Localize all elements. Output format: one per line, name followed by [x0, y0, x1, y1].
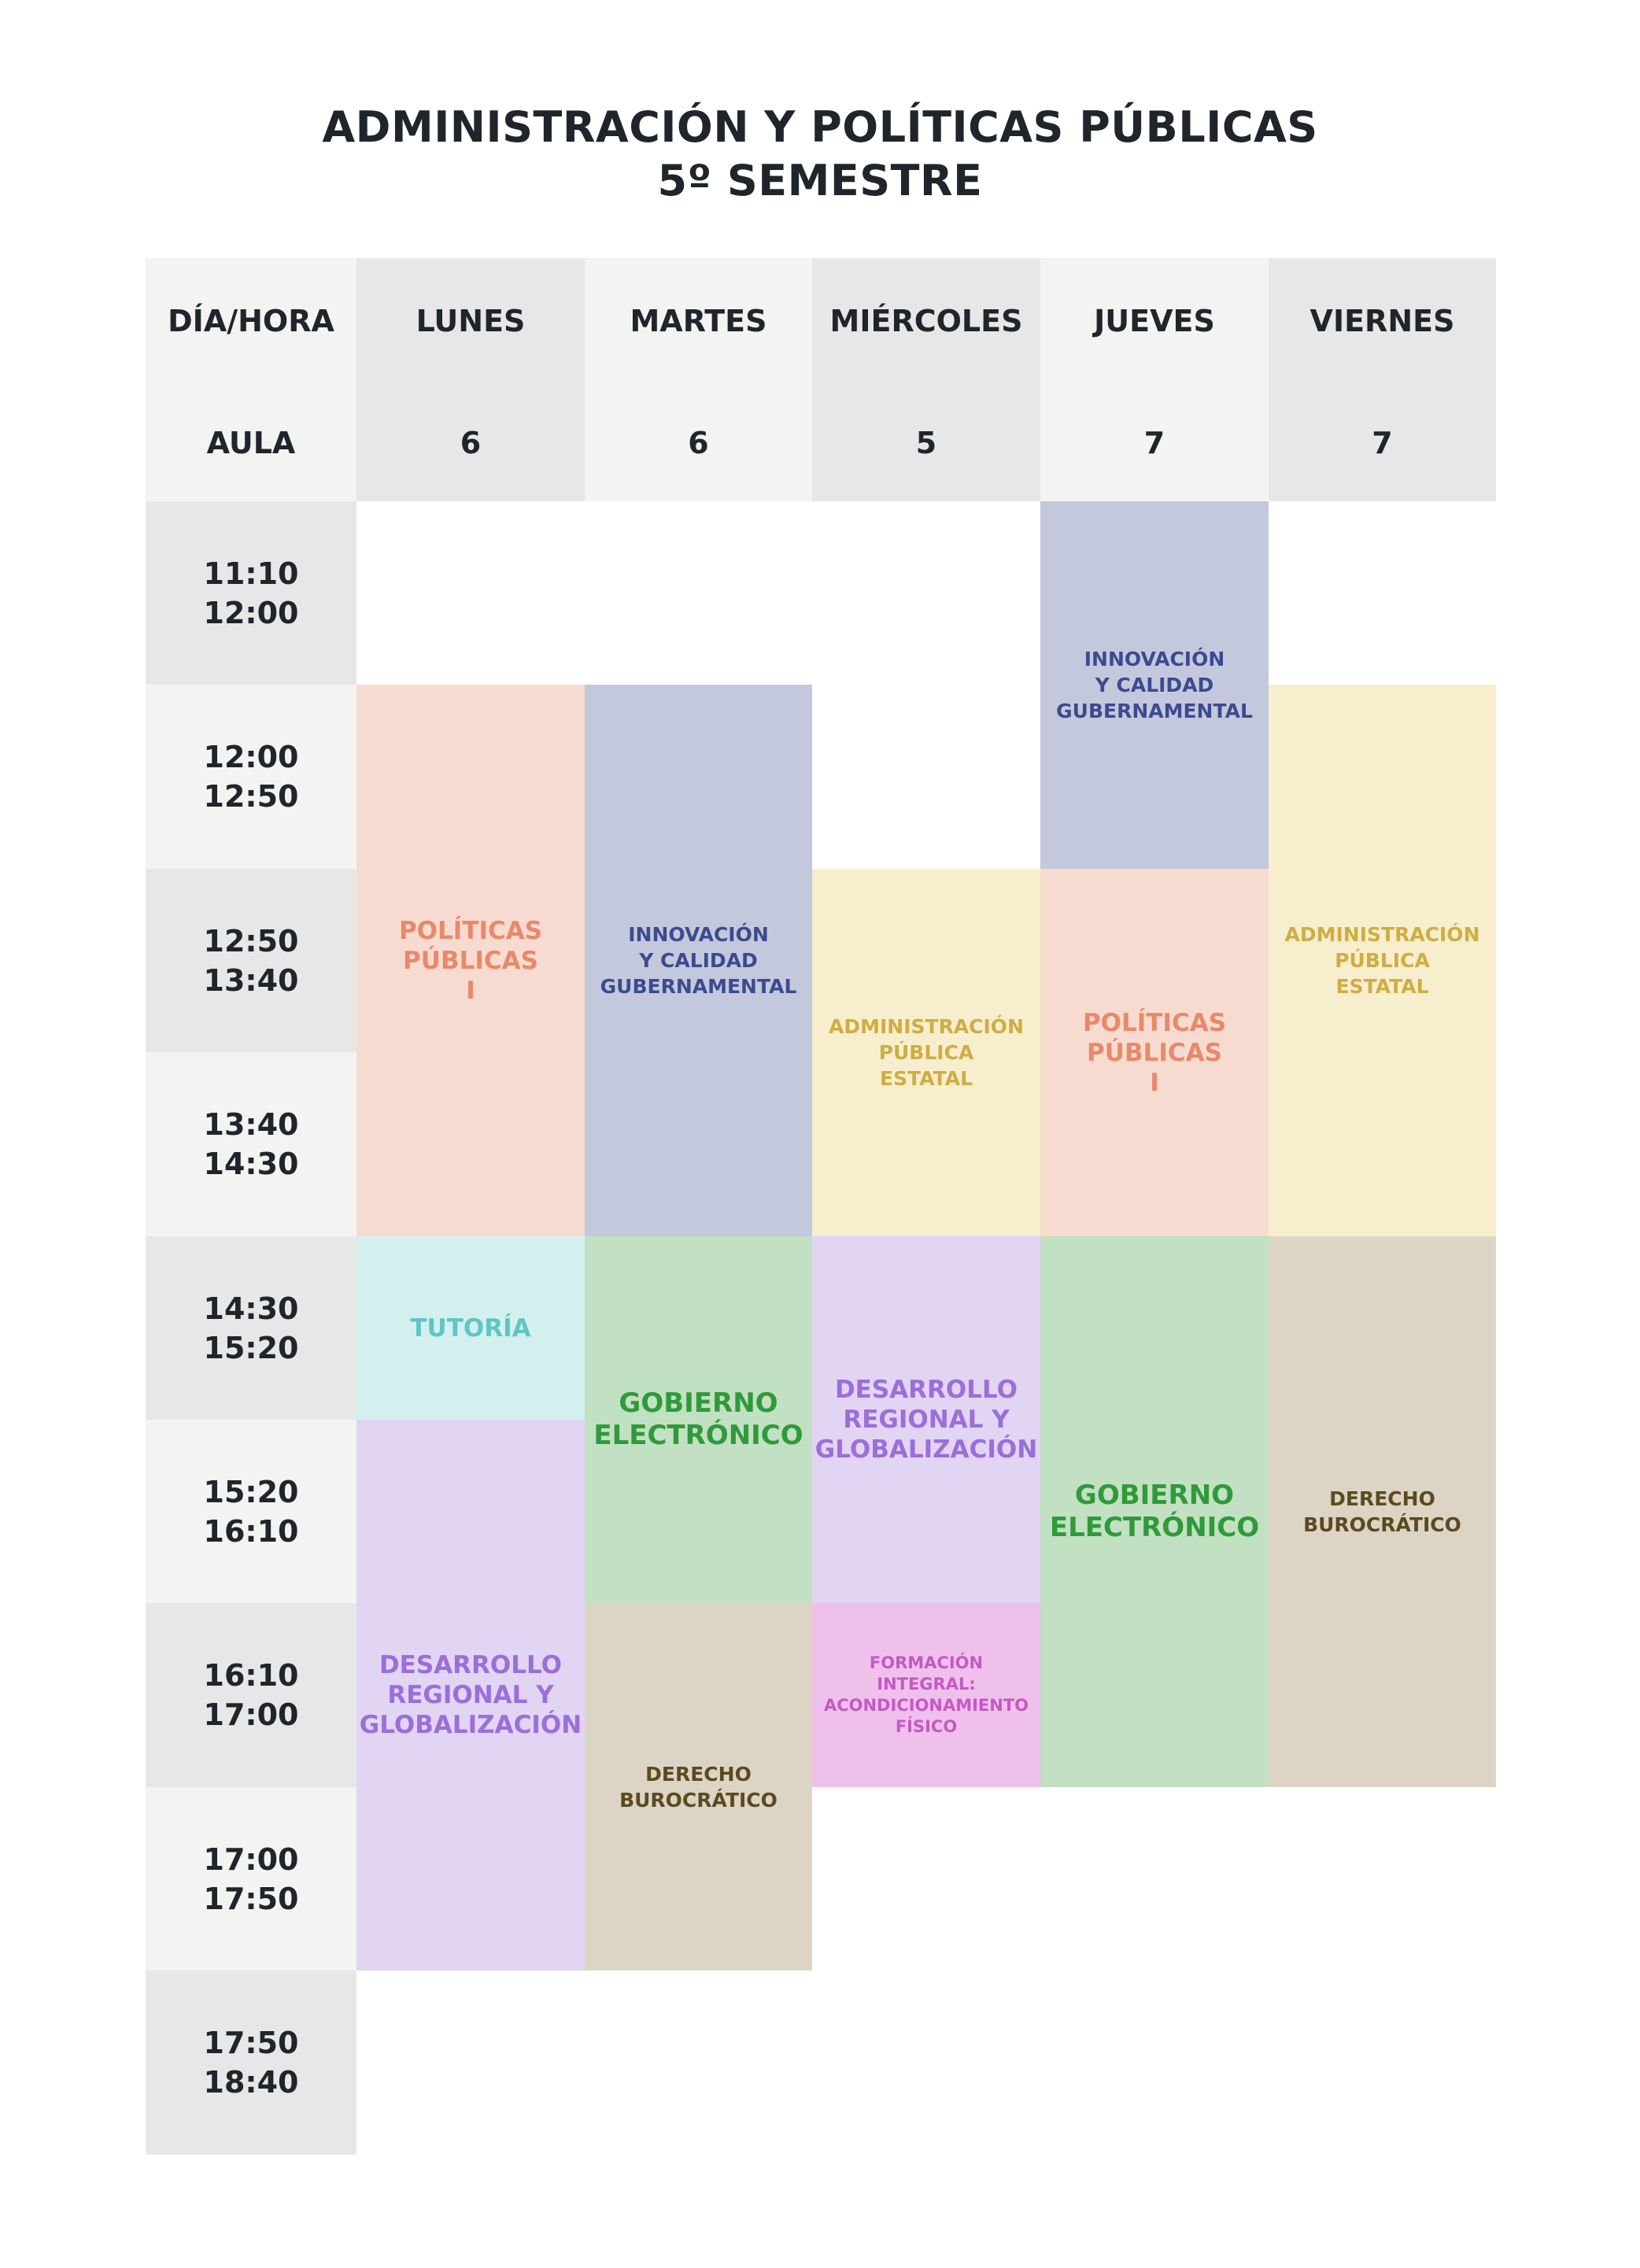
time-slot: 11:10 12:00 — [146, 501, 356, 685]
room-number-2: 6 — [585, 384, 812, 501]
time-slot: 16:10 17:00 — [146, 1603, 356, 1787]
class-block-administracion: ADMINISTRACIÓN PÚBLICA ESTATAL — [1269, 685, 1496, 1236]
class-block-tutoria: TUTORÍA — [356, 1236, 585, 1420]
page-subtitle: 5º SEMESTRE — [657, 156, 983, 205]
day-header-5: VIERNES — [1269, 258, 1496, 384]
day-header-3: MIÉRCOLES — [812, 258, 1040, 384]
class-block-derecho: DERECHO BUROCRÁTICO — [1269, 1236, 1496, 1787]
day-header-1: LUNES — [356, 258, 585, 384]
class-block-innovacion: INNOVACIÓN Y CALIDAD GUBERNAMENTAL — [585, 685, 812, 1236]
page-title: ADMINISTRACIÓN Y POLÍTICAS PÚBLICAS — [322, 102, 1318, 152]
class-block-politicas: POLÍTICAS PÚBLICAS I — [1040, 869, 1269, 1236]
time-slot: 17:50 18:40 — [146, 1971, 356, 2155]
time-slot: 12:50 13:40 — [146, 869, 356, 1052]
class-block-innovacion: INNOVACIÓN Y CALIDAD GUBERNAMENTAL — [1040, 501, 1269, 869]
time-slot: 17:00 17:50 — [146, 1787, 356, 1971]
class-block-desarrollo: DESARROLLO REGIONAL Y GLOBALIZACIÓN — [812, 1236, 1040, 1603]
room-number-4: 7 — [1040, 384, 1269, 501]
class-block-administracion: ADMINISTRACIÓN PÚBLICA ESTATAL — [812, 869, 1040, 1236]
class-block-desarrollo: DESARROLLO REGIONAL Y GLOBALIZACIÓN — [356, 1420, 585, 1971]
time-slot: 13:40 14:30 — [146, 1052, 356, 1236]
day-header-2: MARTES — [585, 258, 812, 384]
class-block-formacion: FORMACIÓN INTEGRAL: ACONDICIONAMIENTO FÍSICO — [812, 1603, 1040, 1787]
class-block-politicas: POLÍTICAS PÚBLICAS I — [356, 685, 585, 1236]
corner-day-header: DÍA/HORA — [146, 258, 356, 384]
class-block-gobierno: GOBIERNO ELECTRÓNICO — [585, 1236, 812, 1603]
time-slot: 12:00 12:50 — [146, 685, 356, 869]
day-header-4: JUEVES — [1040, 258, 1269, 384]
class-block-derecho: DERECHO BUROCRÁTICO — [585, 1603, 812, 1971]
time-slot: 14:30 15:20 — [146, 1236, 356, 1420]
room-number-5: 7 — [1269, 384, 1496, 501]
corner-room-header: AULA — [146, 384, 356, 501]
time-slot: 15:20 16:10 — [146, 1420, 356, 1603]
class-block-gobierno: GOBIERNO ELECTRÓNICO — [1040, 1236, 1269, 1787]
room-number-1: 6 — [356, 384, 585, 501]
room-number-3: 5 — [812, 384, 1040, 501]
